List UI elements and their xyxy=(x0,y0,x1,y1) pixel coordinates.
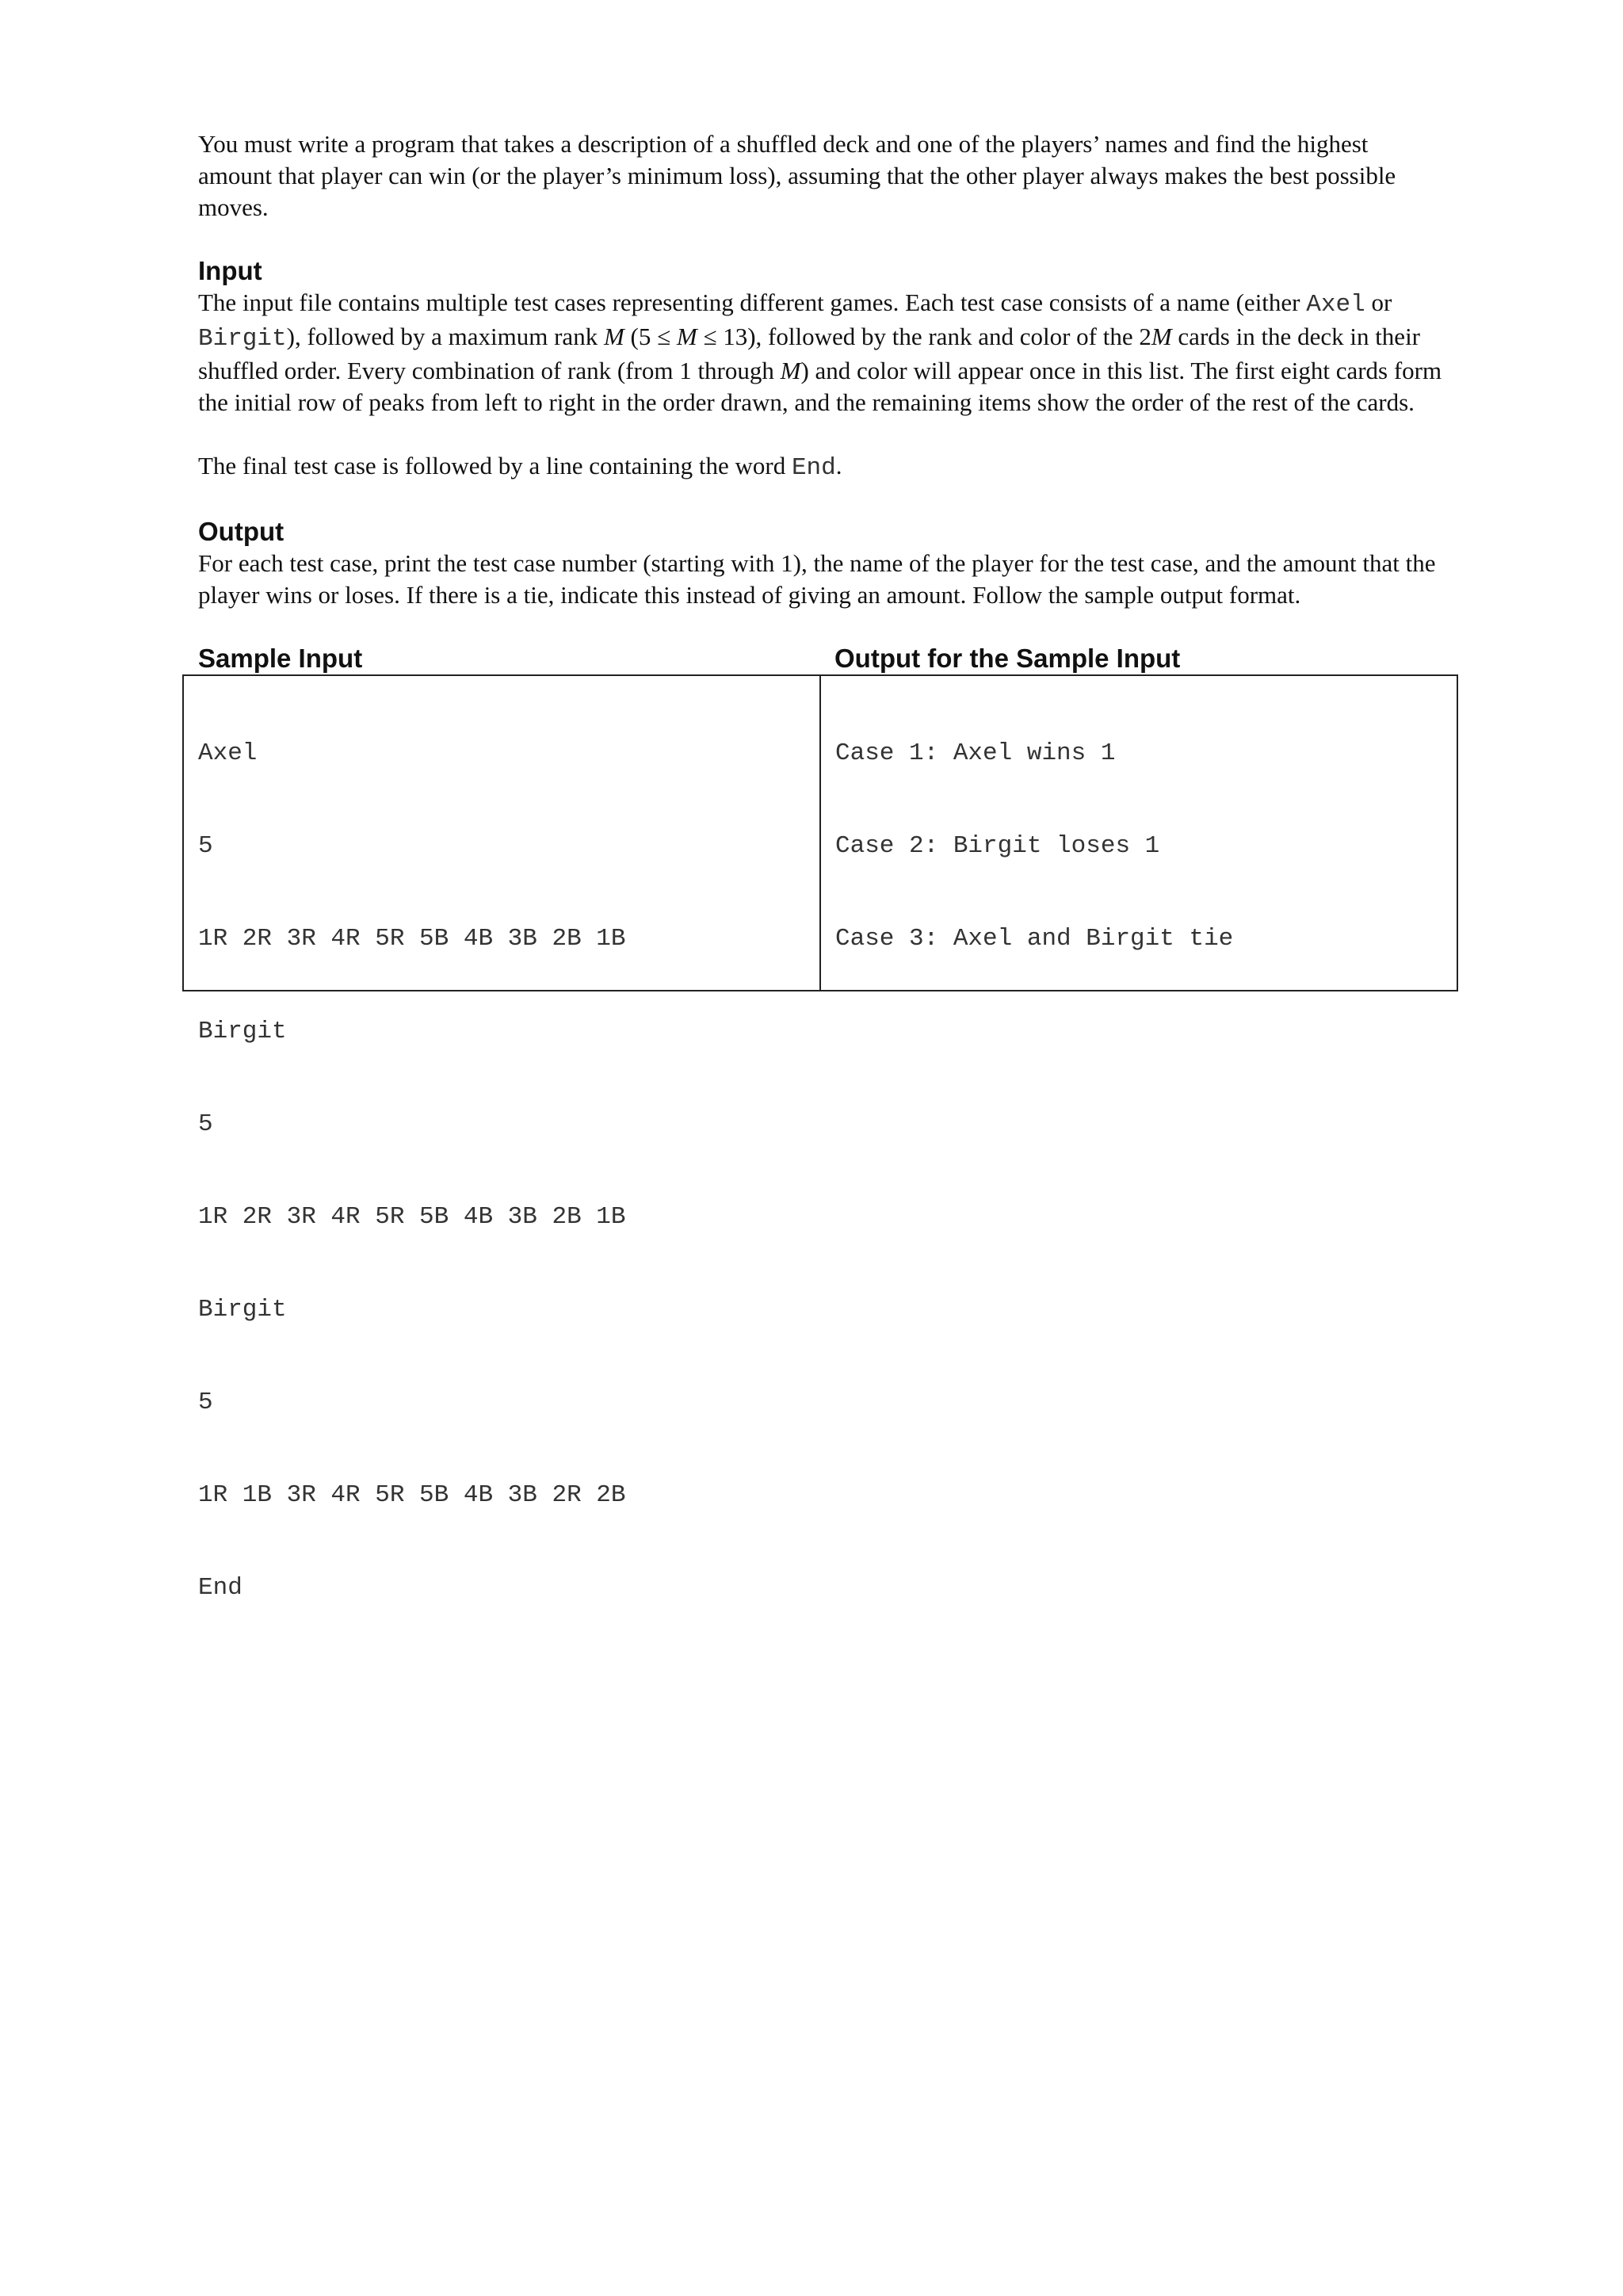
name-birgit: Birgit xyxy=(198,325,287,353)
input-heading: Input xyxy=(198,256,262,285)
sample-input-line: 5 xyxy=(198,832,213,860)
sample-input-line: 5 xyxy=(198,1389,213,1416)
output-heading: Output xyxy=(198,517,285,546)
sample-input-box xyxy=(184,676,821,1602)
intro-paragraph: You must write a program that takes a description of a shuffled deck and one of the players’ names and find the highest amount that player can win (or the player’s minimum loss), assuming that the other player always makes the best possible moves. xyxy=(198,130,1396,221)
input-text-1: The input file contains multiple test cases representing different games. Each test case consists of a name (either xyxy=(198,288,1307,316)
name-axel: Axel xyxy=(1306,291,1365,319)
variable-m: M xyxy=(1151,323,1172,350)
input-text-5: cards in the deck in their shuffled order. Every combination of rank (from 1 through xyxy=(198,323,1421,384)
end-description xyxy=(198,450,1442,484)
sample-output-line: Case 1: Axel wins 1 xyxy=(835,739,1116,767)
sample-input-line: Birgit xyxy=(198,1018,287,1045)
sample-input-line: 1R 1B 3R 4R 5R 5B 4B 3B 2R 2B xyxy=(198,1481,626,1509)
sample-input-line: 1R 2R 3R 4R 5R 5B 4B 3B 2B 1B xyxy=(198,1203,626,1231)
sample-input-line: Axel xyxy=(198,739,258,767)
problem-statement xyxy=(198,128,1442,1602)
sample-table xyxy=(182,674,1458,1602)
variable-m: M xyxy=(603,323,624,350)
input-text-3: (5 ≤ xyxy=(624,323,677,350)
variable-m: M xyxy=(676,323,697,350)
end-text-1: The final test case is followed by a line containing the word xyxy=(198,452,792,479)
variable-m: M xyxy=(780,357,801,384)
sample-io xyxy=(198,643,1442,1602)
sample-input-line: 5 xyxy=(198,1110,213,1138)
sample-output-line: Case 2: Birgit loses 1 xyxy=(835,832,1160,860)
input-text-2: ), followed by a maximum rank xyxy=(286,323,604,350)
output-description: For each test case, print the test case number (starting with 1), the name of the player for the test case, and the amount that the player wins or loses. If there is a tie, indicate this instead of giving an amount. Follow the sample output format. xyxy=(198,549,1436,609)
input-section xyxy=(198,255,1442,484)
sample-input-line: Birgit xyxy=(198,1296,287,1324)
sample-output-box xyxy=(821,676,1457,990)
input-text-6: ) and color will appear once in this list. The first eight cards form the initial row of peaks from left to right in the order drawn, and the remaining items show the order of the rest of the cards. xyxy=(198,357,1442,416)
output-section xyxy=(198,516,1442,611)
sample-input-line: End xyxy=(198,1574,242,1602)
sample-input-line: 1R 2R 3R 4R 5R 5B 4B 3B 2B 1B xyxy=(198,925,626,953)
sample-output-line: Case 3: Axel and Birgit tie xyxy=(835,925,1234,953)
sample-input-heading: Sample Input xyxy=(198,644,363,673)
input-text-4: ≤ 13), followed by the rank and color of the 2 xyxy=(697,323,1151,350)
input-description xyxy=(198,287,1442,418)
sample-headers xyxy=(198,643,1442,674)
end-text-2: . xyxy=(835,452,842,479)
input-text-or: or xyxy=(1365,288,1392,316)
end-word: End xyxy=(791,454,836,482)
sample-output-heading: Output for the Sample Input xyxy=(834,644,1181,673)
